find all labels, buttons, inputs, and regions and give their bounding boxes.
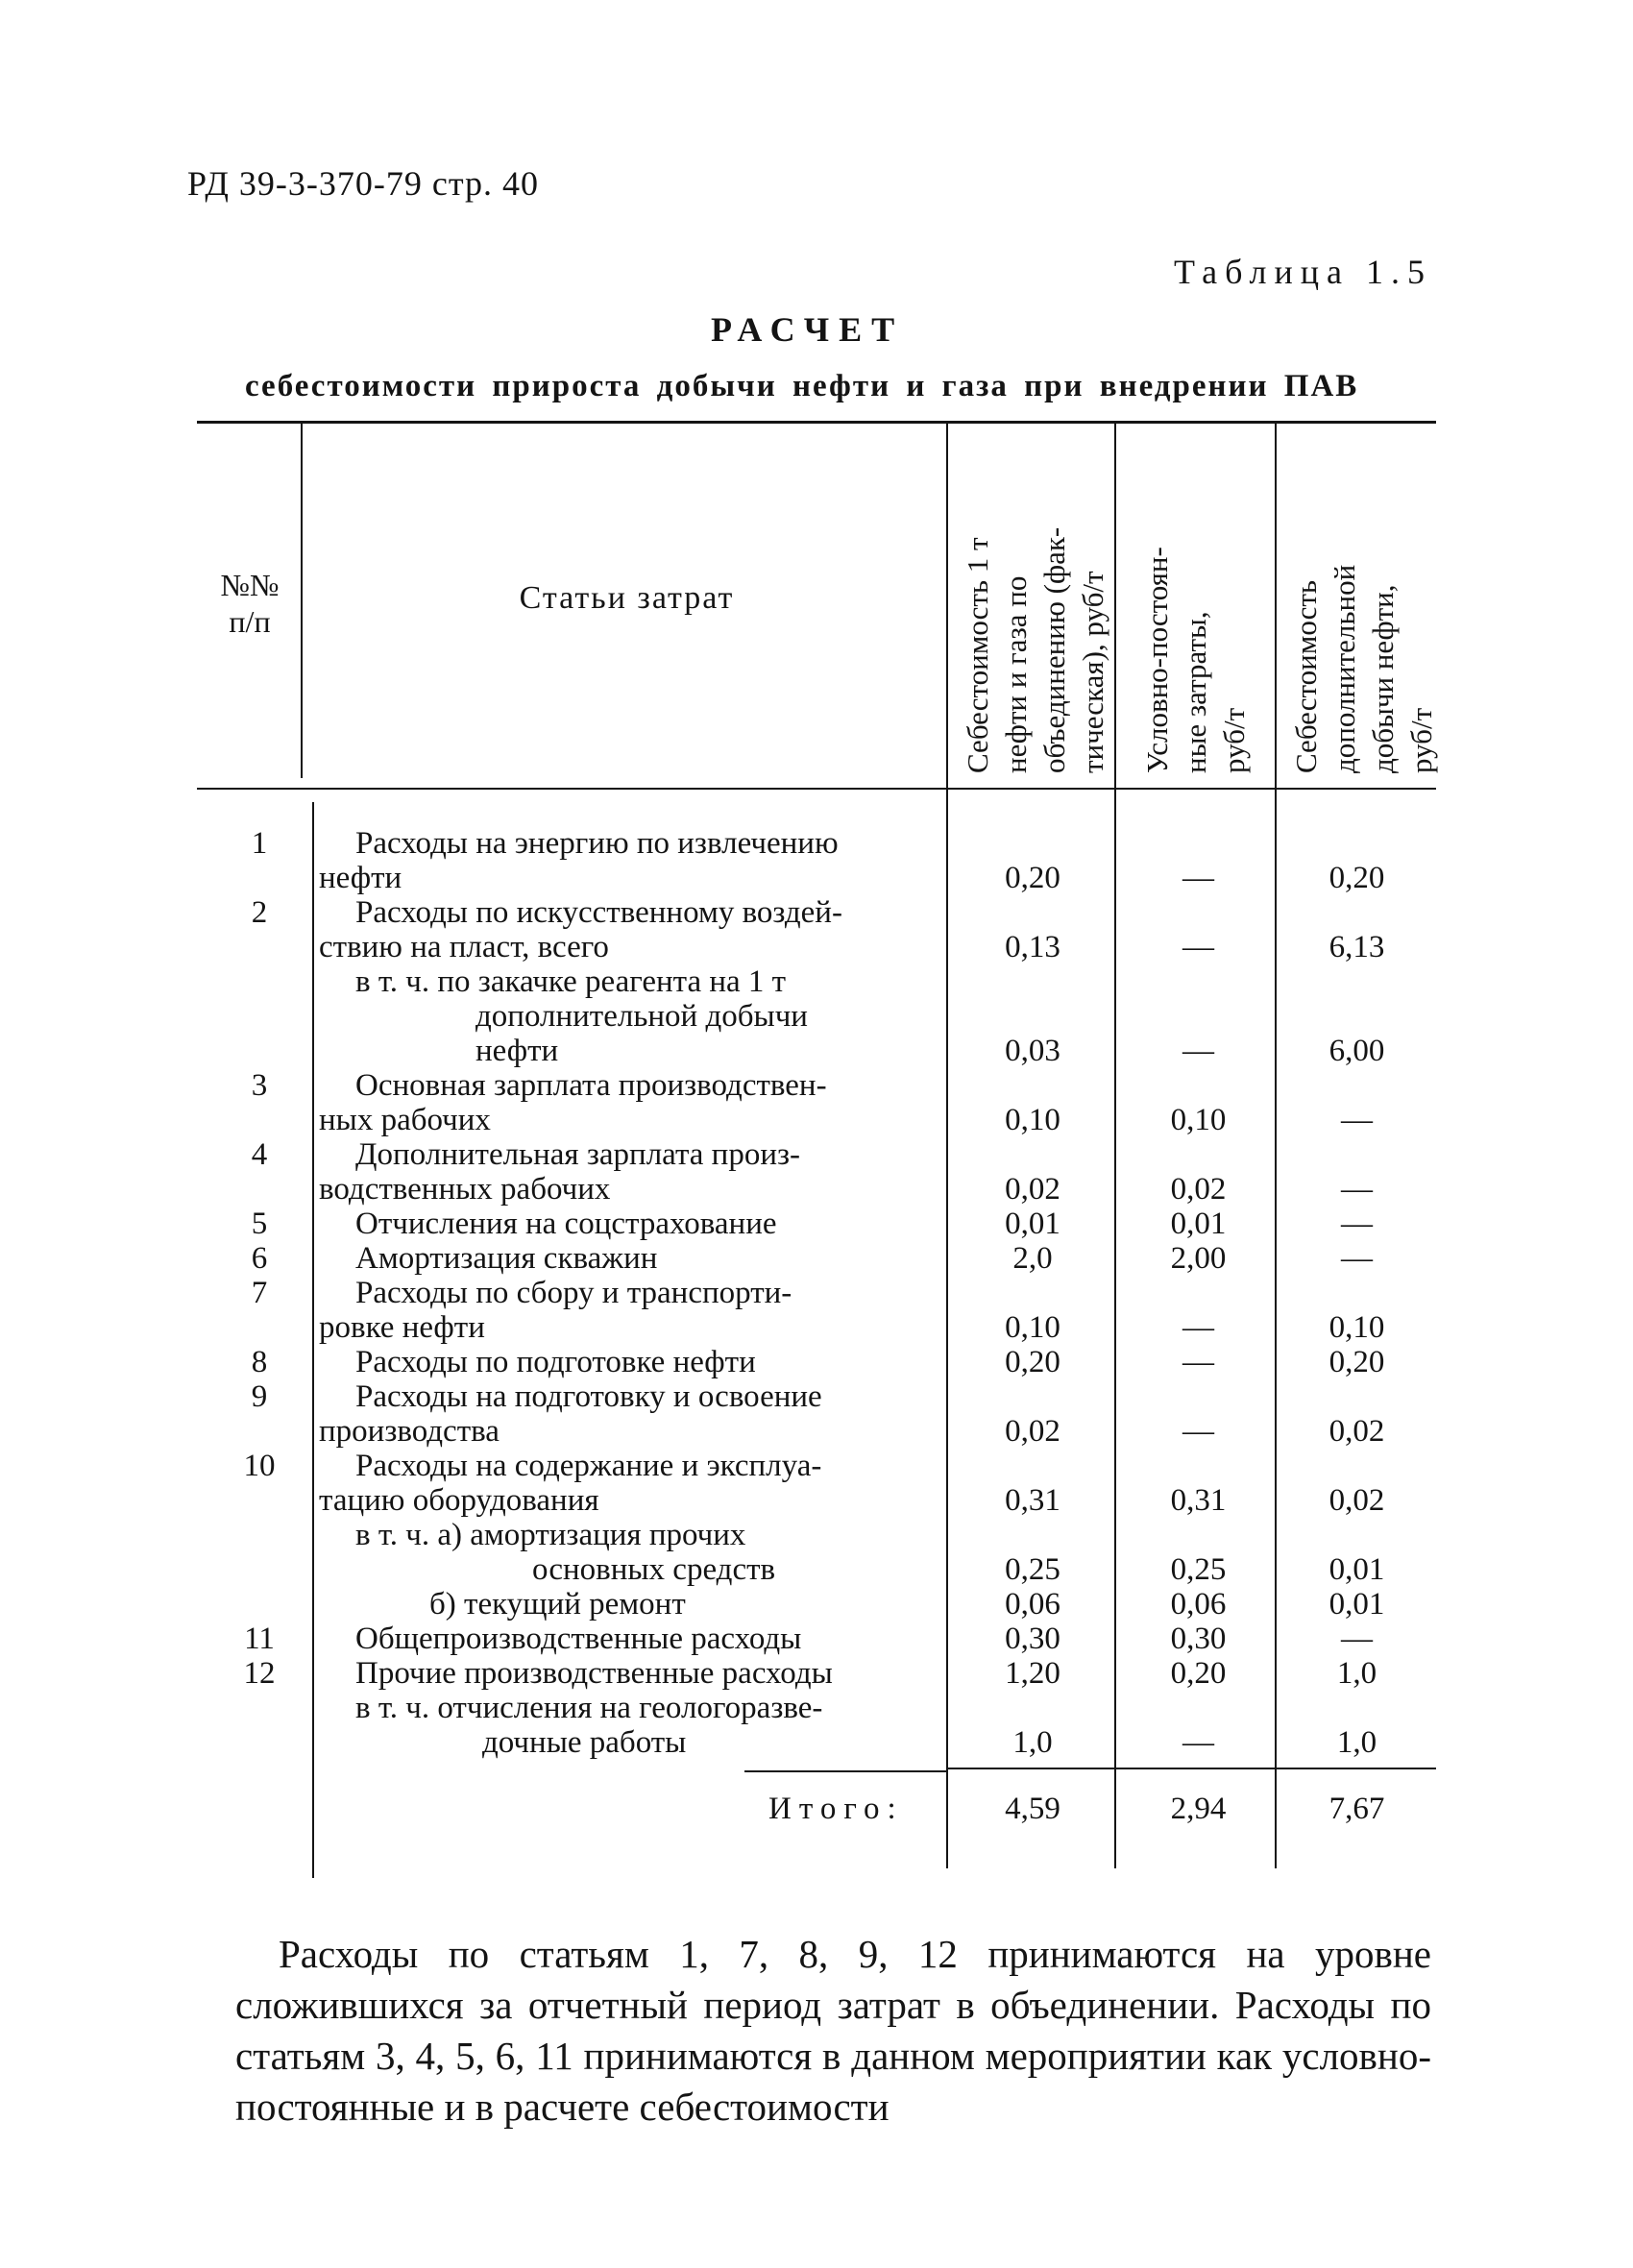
cell-additional-cost: 6,00	[1328, 1034, 1385, 1068]
total-rule	[744, 1770, 946, 1772]
cell-additional-cost: 0,02	[1328, 1414, 1385, 1449]
table-title: РАСЧЕТ	[711, 310, 905, 349]
row-description: Прочие производственные расходы	[355, 1656, 833, 1691]
column-header-items: Статьи затрат	[519, 580, 735, 616]
row-number: 2	[251, 895, 268, 930]
row-number: 9	[251, 1379, 268, 1414]
cell-actual-cost: 0,06	[1005, 1587, 1060, 1622]
table-subtitle: себестоимости прироста добычи нефти и газа при внедрении ПАВ	[245, 369, 1359, 403]
cell-actual-cost: 0,13	[1005, 930, 1060, 964]
cell-additional-cost: —	[1341, 1207, 1373, 1241]
column-header-additional-cost: Себестоимость дополнительной добычи нефти, руб/т	[1289, 564, 1438, 773]
cell-fixed-cost: 0,06	[1170, 1587, 1227, 1622]
cell-actual-cost: 1,20	[1005, 1656, 1060, 1691]
row-number: 6	[251, 1241, 268, 1276]
cell-actual-cost: 0,20	[1005, 1345, 1060, 1379]
row-number: 4	[251, 1137, 268, 1172]
cell-additional-cost: 0,01	[1328, 1587, 1385, 1622]
cell-fixed-cost: 0,31	[1170, 1483, 1227, 1518]
cell-actual-cost: 0,20	[1005, 861, 1060, 895]
cell-fixed-cost: 0,20	[1170, 1656, 1227, 1691]
row-number: 7	[251, 1276, 268, 1310]
row-description: Расходы на подготовку и освоение производства	[319, 1379, 822, 1449]
cell-additional-cost: —	[1341, 1241, 1373, 1276]
row-description: Амортизация скважин	[355, 1241, 658, 1276]
row-description: Расходы по искусственному воздей- ствию на пласт, всего	[319, 895, 842, 964]
table-number: Таблица 1.5	[1174, 253, 1432, 291]
cell-fixed-cost: —	[1182, 1034, 1214, 1068]
cell-additional-cost: 0,20	[1328, 861, 1385, 895]
cell-fixed-cost: 0,10	[1170, 1103, 1227, 1137]
row-description: Расходы по подготовке нефти	[355, 1345, 756, 1379]
cell-fixed-cost: —	[1182, 1414, 1214, 1449]
cell-fixed-cost: 0,30	[1170, 1622, 1227, 1656]
row-description: Отчисления на соцстрахование	[355, 1207, 777, 1241]
row-number: 1	[251, 826, 268, 861]
cell-additional-cost: 1,0	[1336, 1656, 1377, 1691]
cell-additional-cost: —	[1341, 1622, 1373, 1656]
cell-fixed-cost: —	[1182, 861, 1214, 895]
cell-additional-cost: 0,01	[1328, 1552, 1385, 1587]
row-description: Расходы на энергию по извлечению нефти	[319, 826, 839, 895]
row-number: 8	[251, 1345, 268, 1379]
cell-actual-cost: 0,01	[1005, 1207, 1060, 1241]
row-description: Общепроизводственные расходы	[355, 1622, 802, 1656]
cell-fixed-cost: —	[1182, 1345, 1214, 1379]
header-bottom-rule	[197, 788, 1436, 790]
cell-additional-cost: 6,13	[1328, 930, 1385, 964]
document-code: РД 39-3-370-79 стр. 40	[187, 164, 539, 203]
row-description: Расходы на содержание и эксплуа- тацию оборудования	[319, 1449, 822, 1518]
cell-actual-cost: 0,10	[1005, 1103, 1060, 1137]
row-number: 5	[251, 1207, 268, 1241]
row-description: Основная зарплата производствен- ных рабочих	[319, 1068, 827, 1137]
table-top-rule	[197, 421, 1436, 424]
body-paragraph: Расходы по статьям 1, 7, 8, 9, 12 принимаются на уровне сложившихся за отчетный период затрат в объединении. Расходы по статьям 3, 4, 5, 6, 11 принимаются в данном мероприятии как условно-постоянные и в расчете себестоимости	[235, 1932, 1431, 2129]
total-additional-cost: 7,67	[1328, 1792, 1385, 1826]
cell-fixed-cost: —	[1182, 1310, 1214, 1345]
cell-fixed-cost: —	[1182, 1725, 1214, 1760]
cell-actual-cost: 0,03	[1005, 1034, 1060, 1068]
cell-actual-cost: 0,02	[1005, 1414, 1060, 1449]
cell-actual-cost: 0,25	[1005, 1552, 1060, 1587]
cell-actual-cost: 2,0	[1012, 1241, 1053, 1276]
row-description: в т. ч. по закачке реагента на 1 т дополнительной добычи нефти	[355, 964, 808, 1068]
total-actual-cost: 4,59	[1005, 1792, 1060, 1826]
cell-additional-cost: —	[1341, 1172, 1373, 1207]
cell-actual-cost: 1,0	[1012, 1725, 1053, 1760]
column-header-fixed-cost: Условно-постоян- ные затраты, руб/т	[1140, 547, 1251, 773]
cell-fixed-cost: 0,02	[1170, 1172, 1227, 1207]
row-number: 12	[243, 1656, 276, 1691]
cell-fixed-cost: 0,25	[1170, 1552, 1227, 1587]
cell-additional-cost: 0,10	[1328, 1310, 1385, 1345]
column-header-number: №№ п/п	[220, 568, 280, 639]
column-divider	[946, 423, 948, 1868]
column-header-actual-cost: Себестоимость 1 т нефти и газа по объединению (фак- тическая), руб/т	[961, 526, 1109, 773]
cell-fixed-cost: —	[1182, 930, 1214, 964]
cell-additional-cost: 1,0	[1336, 1725, 1377, 1760]
row-description: б) текущий ремонт	[429, 1587, 686, 1622]
cell-fixed-cost: 2,00	[1170, 1241, 1227, 1276]
total-label: Итого:	[768, 1792, 904, 1826]
row-number: 3	[251, 1068, 268, 1103]
cell-actual-cost: 0,02	[1005, 1172, 1060, 1207]
column-divider	[1114, 423, 1116, 1868]
row-number: 11	[244, 1622, 275, 1656]
cell-additional-cost: —	[1341, 1103, 1373, 1137]
total-fixed-cost: 2,94	[1170, 1792, 1227, 1826]
row-description: в т. ч. а) амортизация прочих основных средств	[355, 1518, 776, 1587]
row-description: Дополнительная зарплата произ- водственных рабочих	[319, 1137, 801, 1207]
column-divider	[312, 802, 314, 1878]
cell-fixed-cost: 0,01	[1170, 1207, 1227, 1241]
cell-actual-cost: 0,30	[1005, 1622, 1060, 1656]
cell-actual-cost: 0,31	[1005, 1483, 1060, 1518]
cell-additional-cost: 0,02	[1328, 1483, 1385, 1518]
row-description: Расходы по сбору и транспорти- ровке нефти	[319, 1276, 792, 1345]
total-rule	[946, 1768, 1436, 1769]
row-description: в т. ч. отчисления на геологоразве- дочные работы	[355, 1691, 823, 1760]
row-number: 10	[243, 1449, 276, 1483]
cell-additional-cost: 0,20	[1328, 1345, 1385, 1379]
cell-actual-cost: 0,10	[1005, 1310, 1060, 1345]
